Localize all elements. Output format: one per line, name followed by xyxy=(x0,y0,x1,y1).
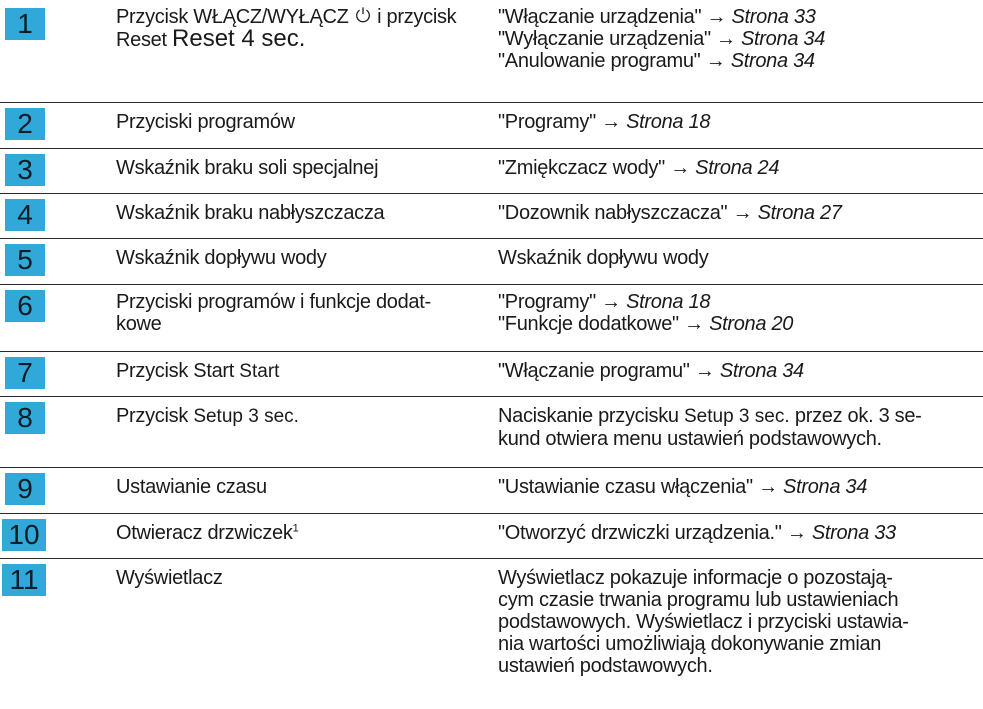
item-number-badge: 1 xyxy=(5,8,45,40)
item-info-text: Wskaźnik dopływu wody xyxy=(498,247,709,269)
arrow-icon: → xyxy=(732,202,753,224)
item-description: Wskaźnik dopływu wody xyxy=(116,247,327,269)
item-description: Przycisk Start Start xyxy=(116,360,280,382)
desc-text: i przycisk xyxy=(371,6,457,28)
table-row xyxy=(0,558,983,709)
item-number-badge: 10 xyxy=(2,519,46,551)
item-number-badge: 7 xyxy=(5,357,45,389)
arrow-icon: → xyxy=(786,522,807,544)
reference-line: "Zmiękczacz wody" → Strona 24 xyxy=(498,157,780,179)
page-reference-link[interactable]: Strona 18 xyxy=(626,291,711,313)
item-references xyxy=(498,202,968,224)
item-number-badge: 2 xyxy=(5,108,45,140)
desc-text: Reset xyxy=(116,29,173,51)
page-reference-link[interactable]: Strona 34 xyxy=(783,476,868,498)
footnote-marker: 1 xyxy=(292,522,299,535)
item-number-badge: 9 xyxy=(5,473,45,505)
item-references xyxy=(498,522,968,544)
arrow-icon: → xyxy=(601,111,621,133)
table-row xyxy=(0,284,983,348)
arrow-icon: → xyxy=(716,28,736,50)
arrow-icon: → xyxy=(694,360,715,382)
start-display-label: Start xyxy=(239,361,280,382)
item-references xyxy=(498,476,968,498)
item-description: Wyświetlacz xyxy=(116,567,223,589)
page-reference-link[interactable]: Strona 33 xyxy=(731,6,816,28)
reference-line: "Funkcje dodatkowe" → Strona 20 xyxy=(498,313,794,335)
table-row xyxy=(0,467,983,510)
item-references xyxy=(498,157,968,179)
arrow-icon: → xyxy=(601,291,621,313)
item-info-text: Naciskanie przycisku Setup 3 sec. przez ok. 3 se- kund otwiera menu ustawień podstawowych. xyxy=(498,405,922,450)
arrow-icon: → xyxy=(706,6,727,28)
table-row xyxy=(0,351,983,394)
power-icon xyxy=(354,6,372,24)
item-description: Ustawianie czasu xyxy=(116,476,267,498)
page-reference-link[interactable]: Strona 18 xyxy=(626,111,711,133)
page-reference-link[interactable]: Strona 20 xyxy=(709,313,794,335)
page-reference-link[interactable]: Strona 27 xyxy=(757,202,842,224)
reference-line: "Otworzyć drzwiczki urządzenia." → Strona 33 xyxy=(498,522,896,544)
item-description xyxy=(116,6,484,51)
reference-line: "Programy" → Strona 18 xyxy=(498,111,711,133)
reference-line: "Włączanie programu" → Strona 34 xyxy=(498,360,804,382)
table-row xyxy=(0,102,983,145)
reference-line: "Anulowanie programu" → Strona 34 xyxy=(498,50,815,72)
item-description: Otwieracz drzwiczek$^1$ xyxy=(116,522,299,544)
arrow-icon: → xyxy=(758,476,778,498)
reference-line: "Włączanie urządzenia" → Strona 33 xyxy=(498,6,816,28)
arrow-icon: → xyxy=(705,50,726,72)
page-reference-link[interactable]: Strona 33 xyxy=(811,522,896,544)
page-reference-link[interactable]: Strona 34 xyxy=(719,360,804,382)
item-description: Przyciski programów xyxy=(116,111,295,133)
item-references xyxy=(498,360,968,382)
setup-display-label: Setup 3 sec. xyxy=(684,406,790,427)
table-row xyxy=(0,148,983,191)
item-number-badge: 3 xyxy=(5,154,45,186)
table-row xyxy=(0,193,983,236)
item-description: Wskaźnik braku nabłyszczacza xyxy=(116,202,385,224)
item-description: Przyciski programów i funkcje dodat- kowe xyxy=(116,291,431,335)
table-row xyxy=(0,513,983,556)
table-row xyxy=(0,0,983,95)
page-reference-link[interactable]: Strona 24 xyxy=(695,157,780,179)
item-references xyxy=(498,291,968,335)
item-info-text: Wyświetlacz pokazuje informacje o pozostają- cym czasie trwania programu lub ustawieniach podstawowych. Wyświetlacz i przyciski ustawia- nia wartości umożliwiają dokonywanie zmian ustawień podstawowych. xyxy=(498,567,909,677)
reference-line: "Wyłączanie urządzenia" → Strona 34 xyxy=(498,28,826,50)
item-number-badge: 5 xyxy=(5,244,45,276)
reference-line: "Programy" → Strona 18 xyxy=(498,291,711,313)
item-number-badge: 8 xyxy=(5,402,45,434)
desc-text: Przycisk WŁĄCZ/WYŁĄCZ xyxy=(116,6,349,28)
table-row xyxy=(0,396,983,465)
arrow-icon: → xyxy=(684,313,704,335)
item-number-badge: 11 xyxy=(2,564,46,596)
arrow-icon: → xyxy=(670,157,690,179)
item-references xyxy=(498,6,968,72)
item-references xyxy=(498,111,968,133)
item-number-badge: 6 xyxy=(5,290,45,322)
reset-display-label: Reset 4 sec. xyxy=(172,25,306,52)
table-row xyxy=(0,238,983,281)
reference-line: "Ustawianie czasu włączenia" → Strona 34 xyxy=(498,476,868,498)
item-number-badge: 4 xyxy=(5,199,45,231)
item-description: Wskaźnik braku soli specjalnej xyxy=(116,157,379,179)
reference-line: "Dozownik nabłyszczacza" → Strona 27 xyxy=(498,202,842,224)
page-reference-link[interactable]: Strona 34 xyxy=(741,28,826,50)
page-reference-link[interactable]: Strona 34 xyxy=(730,50,815,72)
item-description: Przycisk Setup 3 sec. xyxy=(116,405,299,427)
setup-display-label: Setup 3 sec. xyxy=(193,406,299,427)
